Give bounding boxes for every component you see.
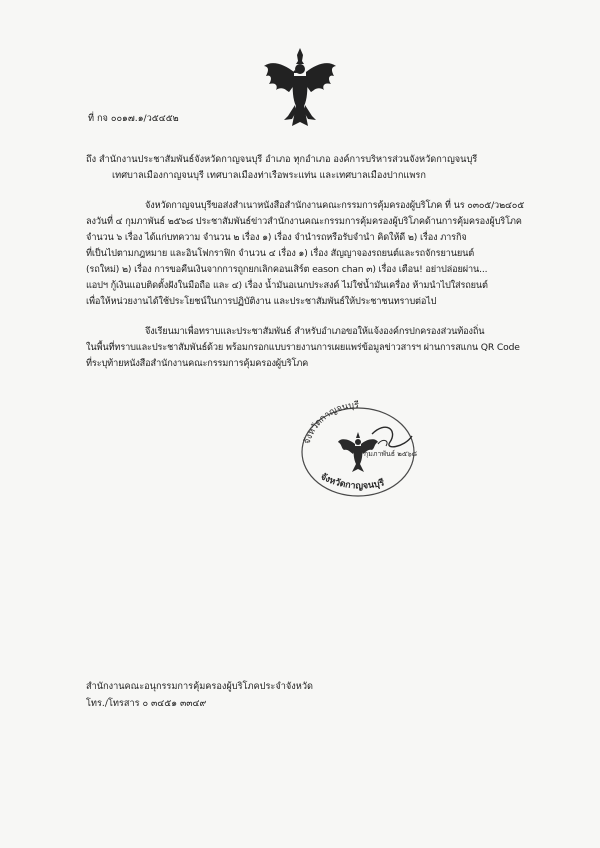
garuda-emblem-icon xyxy=(262,46,338,128)
body-paragraph-1-line: ที่เป็นไปตามกฎหมาย และอินโฟกราฟิก จำนวน ๔ เรื่อง ๑) เรื่อง สัญญาจองรถยนต์และรถจักรยานยนต์ xyxy=(86,248,475,259)
body-paragraph-1-line: เพื่อให้หน่วยงานได้ใช้ประโยชน์ในการปฏิบัติงาน และประชาสัมพันธ์ให้ประชาชนทราบต่อไป xyxy=(86,296,437,307)
footer-office: สำนักงานคณะอนุกรรมการคุ้มครองผู้บริโภคประจำจังหวัด xyxy=(86,681,313,692)
reference-number: ที่ กจ ๐๐๑๗.๑/ว๕๔๕๒ xyxy=(88,113,179,124)
official-seal-stamp xyxy=(286,390,436,500)
body-paragraph-1-line: (รถใหม่) ๒) เรื่อง การขอคืนเงินจากการถูกยกเลิกคอนเสิร์ต eason chan ๓) เรื่อง เตือน! อย่าปล่อยผ่าน... xyxy=(86,264,488,275)
seal-date-text: กุมภาพันธ์ ๒๕๖๘ xyxy=(364,450,418,458)
body-paragraph-1-line: จังหวัดกาญจนบุรีขอส่งสำเนาหนังสือสำนักงานคณะกรรมการคุ้มครองผู้บริโภค ที่ นร ๐๓๐๕/ว๒๔๐๕ xyxy=(145,200,525,211)
body-paragraph-2-line: จึงเรียนมาเพื่อทราบและประชาสัมพันธ์ สำหรับอำเภอขอให้แจ้งองค์กรปกครองส่วนท้องถิ่น xyxy=(145,326,485,337)
body-paragraph-1-line: แอปฯ กู้เงินแอบติดตั้งฝังในมือถือ และ ๔) เรื่อง น้ำมันอเนกประสงค์ ไม่ใช่น้ำมันเครื่อง ห้ามนำไปใส่รถยนต์ xyxy=(86,280,488,291)
addressee-line-1: ถึง สำนักงานประชาสัมพันธ์จังหวัดกาญจนบุรี อำเภอ ทุกอำเภอ องค์การบริหารส่วนจังหวัดกาญจนบุรี xyxy=(86,154,478,165)
seal-bottom-text: จังหวัดกาญจนบุรี xyxy=(318,472,386,492)
seal-top-text: จังหวัดกาญจนบุรี xyxy=(302,400,360,446)
svg-text:จังหวัดกาญจนบุรี xyxy=(319,471,386,491)
body-paragraph-2-line: ที่ระบุท้ายหนังสือสำนักงานคณะกรรมการคุ้มครองผู้บริโภค xyxy=(86,358,309,369)
body-paragraph-1-line: จำนวน ๖ เรื่อง ได้แก่บทความ จำนวน ๒ เรื่อง ๑) เรื่อง จำนำรถหรือรับจำนำ คิดให้ดี ๒) เรื่อง ภารกิจ xyxy=(86,232,467,243)
svg-text:จังหวัดกาญจนบุรี xyxy=(302,400,359,446)
footer-phone: โทร./โทรสาร ๐ ๓๔๕๑ ๓๓๔๙ xyxy=(86,698,207,709)
body-paragraph-2-line: ในพื้นที่ทราบและประชาสัมพันธ์ด้วย พร้อมกรอกแบบรายงานการเผยแพร่ข้อมูลข่าวสารฯ ผ่านการสแกน QR Code xyxy=(86,342,520,353)
body-paragraph-1-line: ลงวันที่ ๔ กุมภาพันธ์ ๒๕๖๘ ประชาสัมพันธ์ข่าวสำนักงานคณะกรรมการคุ้มครองผู้บริโภคด้านการคุ้มครองผู้บริโภค xyxy=(86,216,522,227)
addressee-line-2: เทศบาลเมืองกาญจนบุรี เทศบาลเมืองท่าเรือพระแท่น และเทศบาลเมืองปากแพรก xyxy=(112,170,426,181)
